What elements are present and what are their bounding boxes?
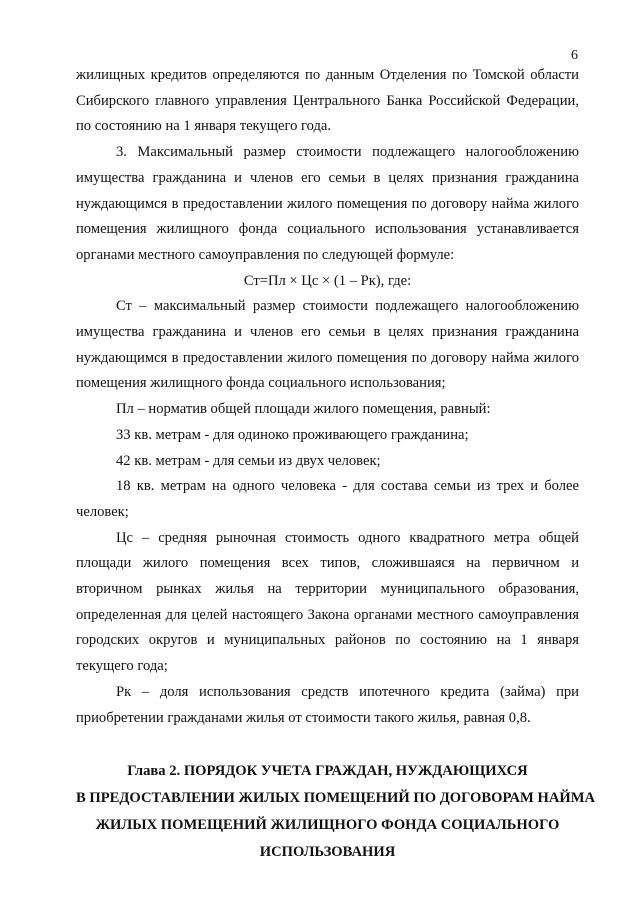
paragraph-pl-single: 33 кв. метрам - для одиноко проживающего гражданина; — [116, 426, 469, 443]
paragraph-ts-definition: Цс – средняя рыночная стоимость одного квадратного метра общей площади жилого помещения всех типов, сложившаяся на первичном и вторичном рынках жилья на территории муниципального образования, определенная для целей настоящего Закона органами местного самоуправления городских округов и муниципальных районов по состоянию на 1 января текущего года; — [76, 529, 579, 675]
paragraph-rk-definition: Рк – доля использования средств ипотечного кредита (займа) при приобретении гражданами жилья от стоимости такого жилья, равная 0,8. — [76, 683, 579, 726]
paragraph-item-3: 3. Максимальный размер стоимости подлежащего налогообложению имущества гражданина и членов его семьи в целях признания гражданина нуждающимся в предоставлении жилого помещения по договору найма жилого помещения жилищного фонда социального использования устанавливается органами местного самоуправления по следующей формуле: — [76, 144, 579, 263]
paragraph-continuation: жилищных кредитов определяются по данным Отделения по Томской области Сибирского главного управления Центрального Банка Российской Федерации, по состоянию на 1 января текущего года. — [76, 67, 579, 135]
chapter-heading-line: ЖИЛЫХ ПОМЕЩЕНИЙ ЖИЛИЩНОГО ФОНДА СОЦИАЛЬНОГО — [95, 817, 560, 834]
paragraph-pl-definition: Пл – норматив общей площади жилого помещения, равный: — [116, 401, 491, 418]
paragraph-pl-three-plus: 18 кв. метрам на одного человека - для состава семьи из трех и более человек; — [76, 478, 579, 520]
chapter-heading — [76, 758, 596, 866]
chapter-heading-line: Глава 2. ПОРЯДОК УЧЕТА ГРАЖДАН, НУЖДАЮЩИХСЯ — [127, 763, 528, 780]
formula: Ст=Пл × Цс × (1 – Рк), где: — [243, 272, 412, 289]
chapter-heading-line: ИСПОЛЬЗОВАНИЯ — [259, 844, 396, 861]
document-body — [76, 63, 596, 866]
chapter-heading-line: В ПРЕДОСТАВЛЕНИИ ЖИЛЫХ ПОМЕЩЕНИЙ ПО ДОГОВОРАМ НАЙМА — [76, 790, 596, 807]
paragraph-st-definition: Ст – максимальный размер стоимости подлежащего налогообложению имущества гражданина и членов его семьи в целях признания гражданина нуждающимся в предоставлении жилого помещения по договору найма жилого помещения жилищного фонда социального использования; — [76, 298, 579, 392]
page-number: 6 — [571, 48, 578, 63]
paragraph-pl-two: 42 кв. метрам - для семьи из двух человек; — [116, 452, 381, 469]
